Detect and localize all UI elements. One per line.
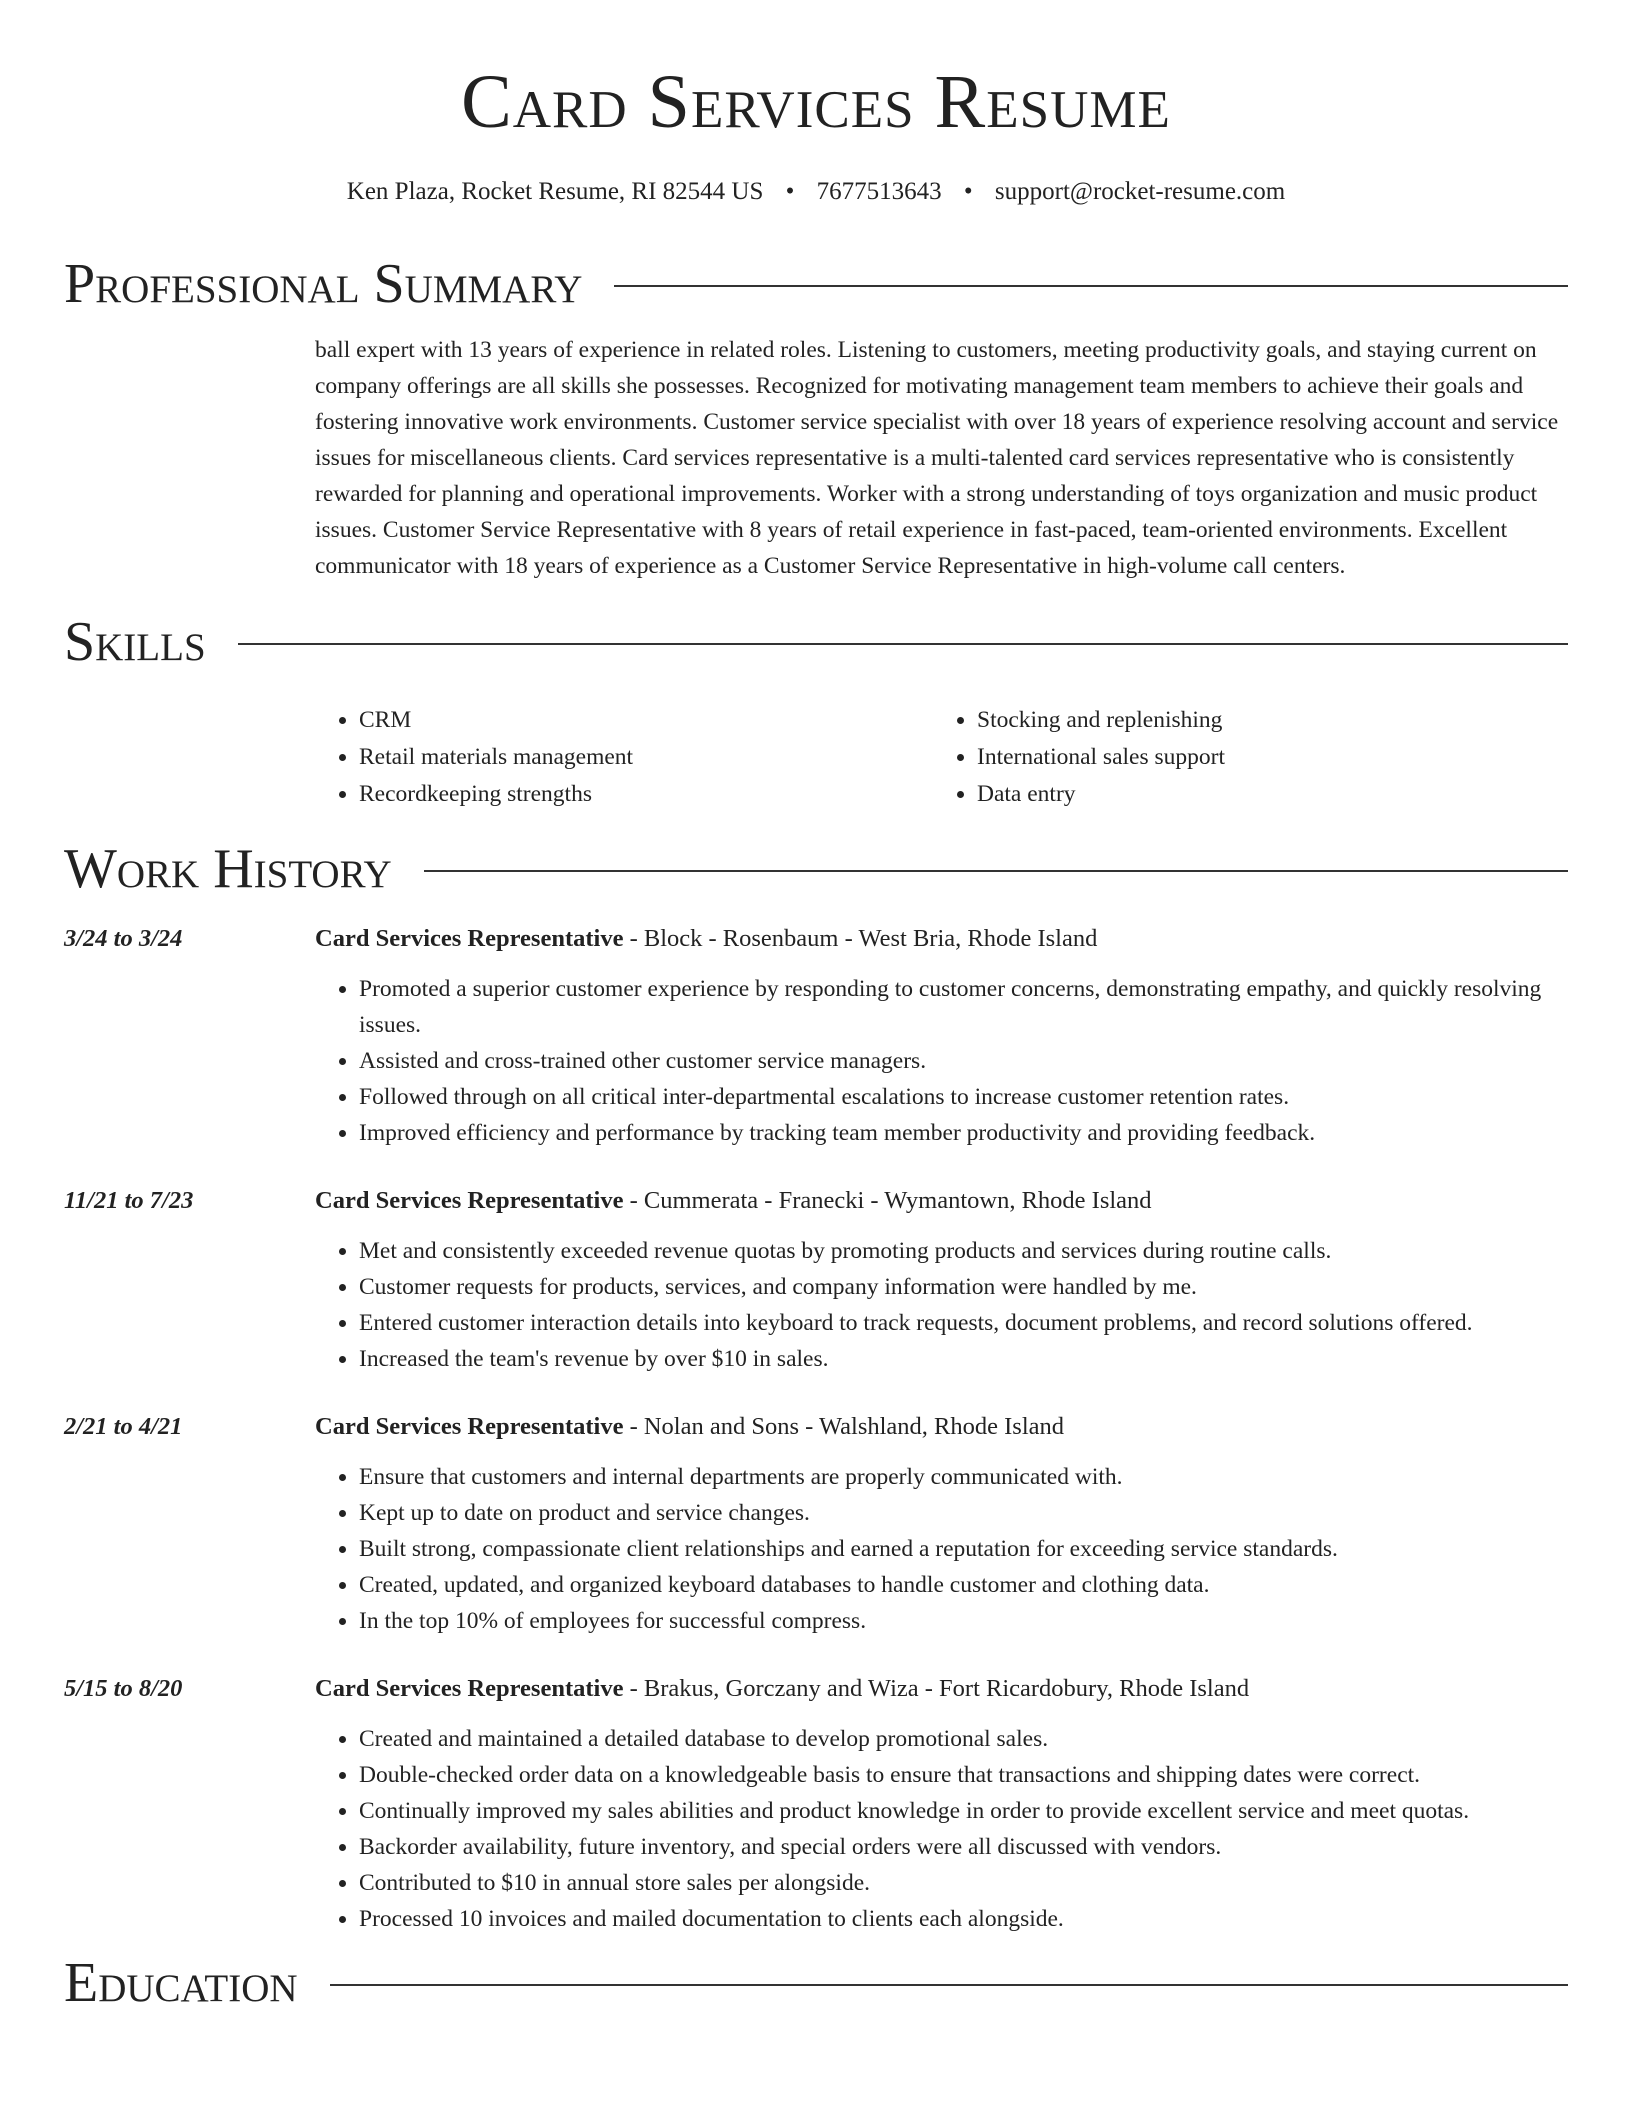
work-heading: Work History <box>64 838 392 900</box>
job-bullet: • Processed 10 invoices and mailed documentation to clients each alongside. <box>359 1901 1568 1937</box>
job-bullet: • Created and maintained a detailed database to develop promotional sales. <box>359 1721 1568 1757</box>
job-employer: - Brakus, Gorczany and Wiza - Fort Ricardobury, Rhode Island <box>623 1675 1250 1702</box>
job-employer: - Cummerata - Franecki - Wymantown, Rhode Island <box>623 1187 1152 1214</box>
job-bullet: • Ensure that customers and internal departments are properly communicated with. <box>359 1459 1568 1495</box>
skills-heading: Skills <box>64 611 206 673</box>
section-divider <box>238 643 1568 645</box>
section-divider <box>614 285 1568 287</box>
job-dates: 11/21 to 7/23 <box>64 1187 194 1214</box>
job-bullets <box>315 971 1568 1151</box>
job-header <box>64 1671 1568 1707</box>
summary-section-header <box>64 253 1568 315</box>
job-bullet: • Improved efficiency and performance by tracking team member productivity and providing feedback. <box>359 1115 1568 1151</box>
job-bullet: • Kept up to date on product and service changes. <box>359 1495 1568 1531</box>
job-entry <box>64 921 1568 1151</box>
job-bullets <box>315 1233 1568 1377</box>
skills-column-right <box>933 702 1568 813</box>
contact-address: Ken Plaza, Rocket Resume, RI 82544 US <box>346 178 764 205</box>
job-employer: - Block - Rosenbaum - West Bria, Rhode Island <box>623 925 1098 952</box>
contact-phone: 7677513643 <box>816 178 942 205</box>
job-entry <box>64 1183 1568 1377</box>
summary-text: ball expert with 13 years of experience in related roles. Listening to customers, meeting productivity goals, and staying current on company offerings are all skills she possesses. Recognized for motivating management team members to achieve their goals and fostering innovative work environments. Customer service specialist with over 18 years of experience resolving account and service issues for miscellaneous clients. Card services representative is a multi-talented card services representative who is consistently rewarded for planning and operational improvements. Worker with a strong understanding of toys organization and music product issues. Customer Service Representative with 8 years of retail experience in fast-paced, team-oriented environments. Excellent communicator with 18 years of experience as a Customer Service Representative in high-volume call centers. <box>315 337 1559 579</box>
job-bullet: • Entered customer interaction details into keyboard to track requests, document problems, and record solutions offered. <box>359 1305 1568 1341</box>
job-dates: 3/24 to 3/24 <box>64 925 183 952</box>
job-employer: - Nolan and Sons - Walshland, Rhode Island <box>623 1413 1065 1440</box>
job-title: Card Services Representative <box>315 1187 624 1214</box>
job-bullet: • Assisted and cross-trained other customer service managers. <box>359 1043 1568 1079</box>
contact-separator: • <box>785 178 795 205</box>
contact-line <box>0 178 1632 206</box>
skills-list <box>315 702 1568 813</box>
job-heading <box>315 1671 1249 1707</box>
skill-item: • Retail materials management <box>359 739 933 776</box>
skill-item: • Stocking and replenishing <box>977 702 1568 739</box>
section-divider <box>330 1984 1568 1986</box>
education-section-header <box>64 1952 1568 2014</box>
job-bullet: • Double-checked order data on a knowledgeable basis to ensure that transactions and shipping dates were correct. <box>359 1757 1568 1793</box>
job-header <box>64 921 1568 957</box>
job-bullet: • Created, updated, and organized keyboard databases to handle customer and clothing data. <box>359 1567 1568 1603</box>
skill-item: • CRM <box>359 702 933 739</box>
job-bullet: • Promoted a superior customer experience by responding to customer concerns, demonstrating empathy, and quickly resolving issues. <box>359 971 1568 1043</box>
job-bullets <box>315 1721 1568 1937</box>
job-heading <box>315 921 1097 957</box>
skill-item: • International sales support <box>977 739 1568 776</box>
job-dates: 2/21 to 4/21 <box>64 1413 183 1440</box>
job-bullet: • Met and consistently exceeded revenue quotas by promoting products and services during routine calls. <box>359 1233 1568 1269</box>
job-header <box>64 1409 1568 1445</box>
section-divider <box>424 870 1568 872</box>
skills-section-header <box>64 611 1568 673</box>
job-bullet: • Contributed to $10 in annual store sales per alongside. <box>359 1865 1568 1901</box>
job-bullet: • Built strong, compassionate client relationships and earned a reputation for exceeding service standards. <box>359 1531 1568 1567</box>
job-heading <box>315 1409 1064 1445</box>
job-bullet: • Increased the team's revenue by over $10 in sales. <box>359 1341 1568 1377</box>
job-header <box>64 1183 1568 1219</box>
summary-heading: Professional Summary <box>64 253 583 315</box>
skill-item: • Recordkeeping strengths <box>359 776 933 813</box>
resume-title: Card Services Resume <box>461 60 1171 144</box>
job-bullet: • Customer requests for products, services, and company information were handled by me. <box>359 1269 1568 1305</box>
job-title: Card Services Representative <box>315 925 624 952</box>
contact-email: support@rocket-resume.com <box>994 178 1286 205</box>
job-title: Card Services Representative <box>315 1413 624 1440</box>
job-dates: 5/15 to 8/20 <box>64 1675 183 1702</box>
job-bullets <box>315 1459 1568 1639</box>
job-title: Card Services Representative <box>315 1675 624 1702</box>
job-entry <box>64 1409 1568 1639</box>
job-bullet: • Continually improved my sales abilities and product knowledge in order to provide excellent service and meet quotas. <box>359 1793 1568 1829</box>
skill-item: • Data entry <box>977 776 1568 813</box>
job-bullet: • Followed through on all critical inter-departmental escalations to increase customer retention rates. <box>359 1079 1568 1115</box>
skills-column-left <box>315 702 933 813</box>
job-entry <box>64 1671 1568 1937</box>
contact-separator: • <box>963 178 973 205</box>
job-bullet: • In the top 10% of employees for successful compress. <box>359 1603 1568 1639</box>
education-heading: Education <box>64 1952 298 2014</box>
job-heading <box>315 1183 1152 1219</box>
work-section-header <box>64 838 1568 900</box>
job-bullet: • Backorder availability, future inventory, and special orders were all discussed with vendors. <box>359 1829 1568 1865</box>
